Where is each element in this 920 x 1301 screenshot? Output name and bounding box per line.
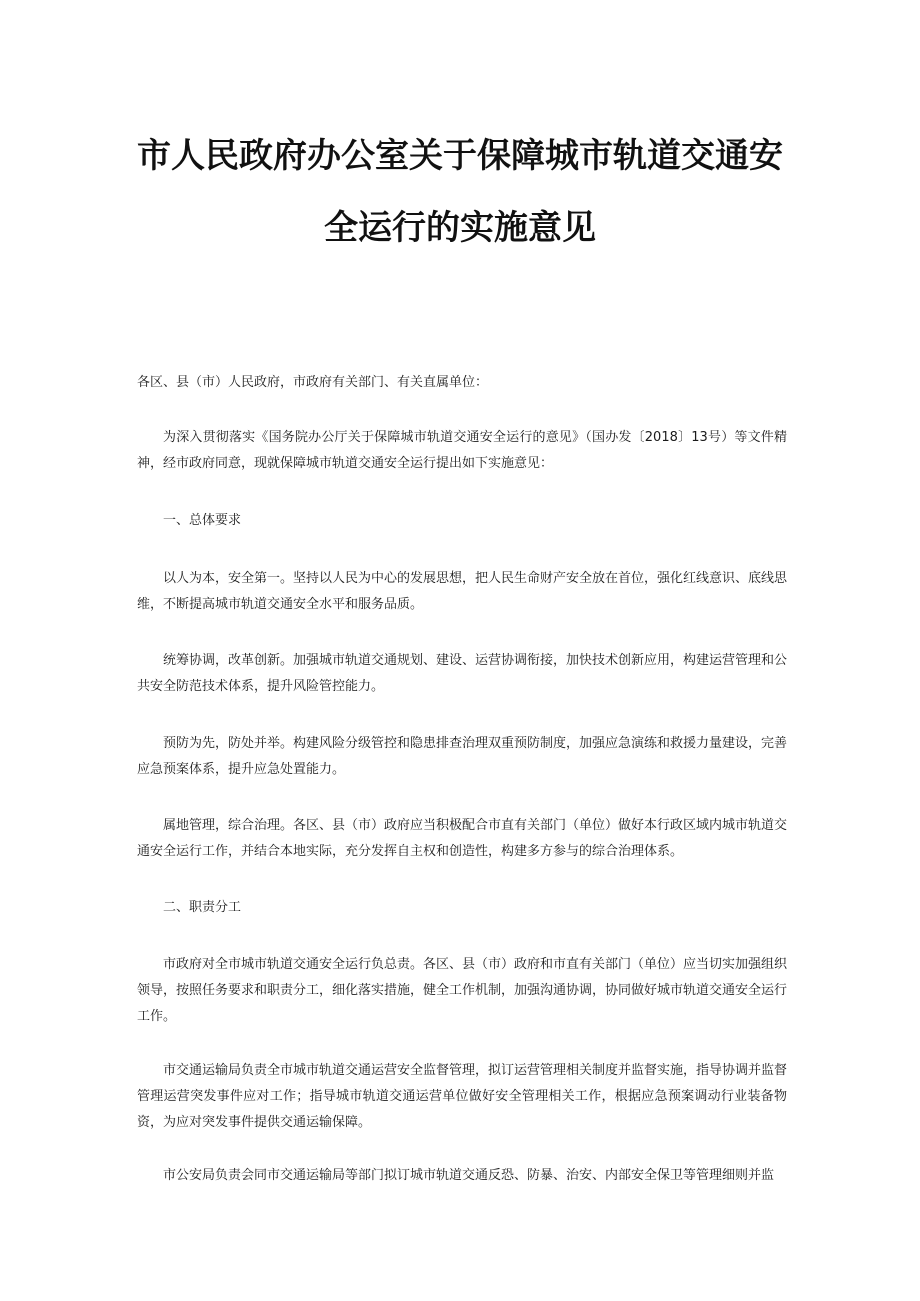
paragraph-city-government: 市政府对全市城市轨道交通安全运行负总责。各区、县（市）政府和市直有关部门（单位）应当切实加强组织领导，按照任务要求和职责分工，细化落实措施，健全工作机制，加强沟通协调，协同做好城市轨道交通安全运行工作。 <box>137 957 788 1024</box>
paragraph-prevention: 预防为先，防处并举。构建风险分级管控和隐患排查治理双重预防制度，加强应急演练和救援力量建设，完善应急预案体系，提升应急处置能力。 <box>137 736 788 777</box>
paragraph-coordination: 统筹协调，改革创新。加强城市轨道交通规划、建设、运营协调衔接，加快技术创新应用，构建运营管理和公共安全防范技术体系，提升风险管控能力。 <box>137 653 788 694</box>
section-heading-general-requirements: 一、总体要求 <box>163 513 242 528</box>
paragraph-territorial-management: 属地管理，综合治理。各区、县（市）政府应当积极配合市直有关部门（单位）做好本行政区域内城市轨道交通安全运行工作，并结合本地实际，充分发挥自主权和创造性，构建多方参与的综合治理体系。 <box>137 818 788 859</box>
document-title-line-1: 市人民政府办公室关于保障城市轨道交通安 <box>137 136 783 176</box>
salutation: 各区、县（市）人民政府，市政府有关部门、有关直属单位： <box>137 375 489 390</box>
paragraph-people-first: 以人为本，安全第一。坚持以人民为中心的发展思想，把人民生命财产安全放在首位，强化红线意识、底线思维，不断提高城市轨道交通安全水平和服务品质。 <box>137 571 788 612</box>
document-title-line-2: 全运行的实施意见 <box>324 208 596 248</box>
paragraph-transport-bureau: 市交通运输局负责全市城市轨道交通运营安全监督管理，拟订运营管理相关制度并监督实施，指导协调并监督管理运营突发事件应对工作；指导城市轨道交通运营单位做好安全管理相关工作，根据应急预案调动行业装备物资，为应对突发事件提供交通运输保障。 <box>137 1063 788 1130</box>
paragraph-public-security-bureau: 市公安局负责会同市交通运输局等部门拟订城市轨道交通反恐、防暴、治安、内部安全保卫等管理细则并监 <box>163 1168 775 1183</box>
section-heading-responsibilities: 二、职责分工 <box>163 900 242 915</box>
paragraph-intro: 为深入贯彻落实《国务院办公厅关于保障城市轨道交通安全运行的意见》（国办发〔2018〕13号）等文件精神，经市政府同意，现就保障城市轨道交通安全运行提出如下实施意见： <box>137 430 787 471</box>
